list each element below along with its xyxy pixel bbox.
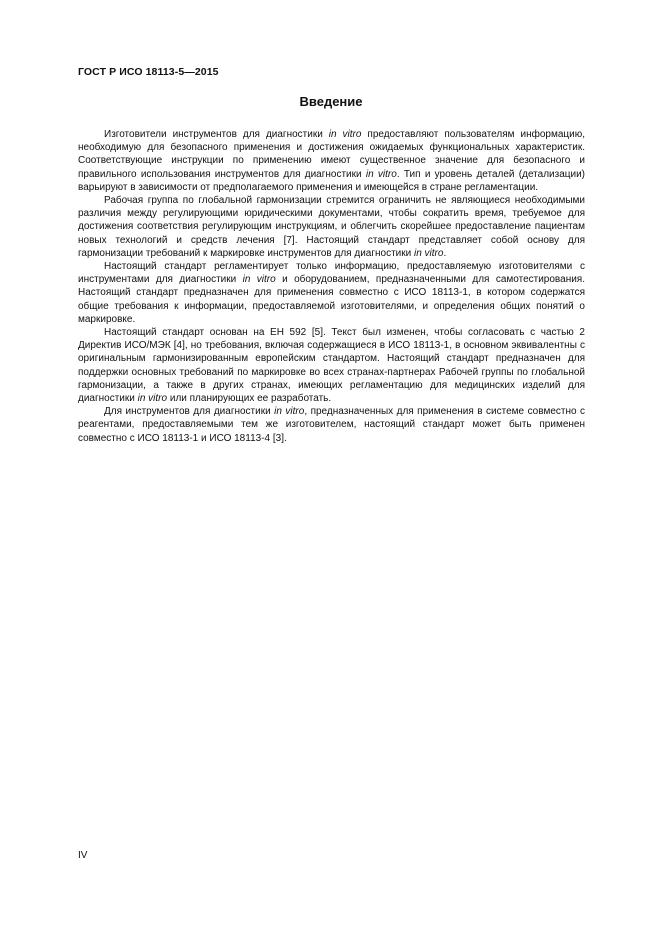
paragraph-1: Изготовители инструментов для диагностики in vitro предоставляют пользователям информацию, необходимую для безопасного применения и достижения ожидаемых функциональных характеристик. Соответствующие инструкции по применению имеют существенное значение для безопасного и правильного использования инструментов для диагностики in vitro. Тип и уровень деталей (детализации) варьируют в зависимости от предполагаемого применения и имеющейся в стране регламентации.	[78, 129, 586, 193]
paragraph-5: Для инструментов для диагностики in vitro, предназначенных для применения в системе совместно с реагентами, предоставляемыми тем же изготовителем, настоящий стандарт может быть применен совместно с ИСО 18113-1 и ИСО 18113-4 [3].	[78, 406, 586, 444]
section-title: Введение	[299, 94, 363, 109]
body-text	[78, 128, 585, 445]
paragraph-4: Настоящий стандарт основан на ЕН 592 [5]. Текст был изменен, чтобы согласовать с частью 2 Директив ИСО/МЭК [4], но требования, включая содержащиеся в ИСО 18113-1, в основном эквивалентны с оригинальным гармонизированным европейским стандартом. Настоящий стандарт предназначен для поддержки основных требований по маркировке во всех странах-партнерах Рабочей группы по глобальной гармонизации, а также в других странах, имеющих регламентацию для медицинских изделий для диагностики in vitro или планирующих ее разработать.	[78, 327, 585, 405]
document-code: ГОСТ Р ИСО 18113-5—2015	[78, 66, 219, 78]
paragraph-3: Настоящий стандарт регламентирует только информацию, предоставляемую изготовителями с инструментами для диагностики in vitro и оборудованием, предназначенными для самотестирования. Настоящий стандарт предназначен для применения совместно с ИСО 18113-1, в котором содержатся общие требования к информации, предоставляемой изготовителями, и определения общих понятий о маркировке.	[78, 261, 585, 325]
paragraph-2: Рабочая группа по глобальной гармонизации стремится ограничить не являющиеся необходимыми различия между регулирующими юридическими документами, чтобы сократить время, требуемое для достижения соответствия регулирующим инструкциям, и облегчить скорейшее предоставление пациентам новых технологий и средств лечения [7]. Настоящий стандарт представляет собой основу для гармонизации требований к маркировке инструментов для диагностики in vitro.	[78, 195, 585, 259]
page-number: IV	[78, 850, 88, 861]
